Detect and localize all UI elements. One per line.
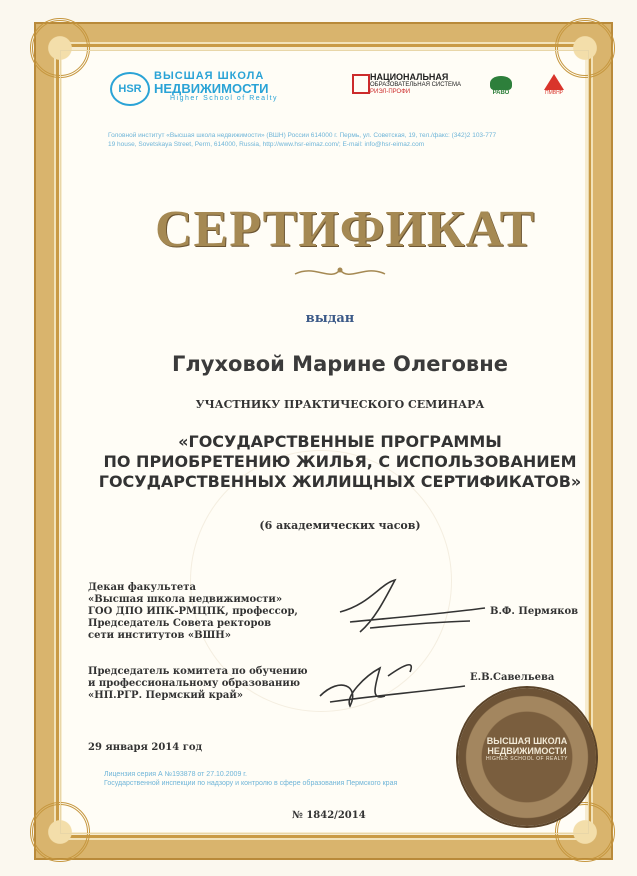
recipient-name: Глуховой Марине Олеговне bbox=[172, 352, 508, 376]
frame-corner-ornament bbox=[555, 18, 615, 78]
program-line: ПО ПРИОБРЕТЕНИЮ ЖИЛЬЯ, С ИСПОЛЬЗОВАНИЕМ bbox=[103, 452, 577, 471]
seal-line: НЕДВИЖИМОСТИ bbox=[487, 746, 567, 756]
chair-line: Председатель комитета по обучению bbox=[88, 666, 308, 677]
license-line: Государственной инспекции по надзору и контролю в сфере образования Пермского края bbox=[104, 780, 398, 787]
chair-name: Е.В.Савельева bbox=[470, 672, 555, 683]
nos-logo-line2: ОБРАЗОВАТЕЛЬНАЯ СИСТЕМА bbox=[370, 82, 462, 88]
frame-corner-ornament bbox=[30, 18, 90, 78]
official-seal bbox=[458, 688, 596, 826]
rabo-logo bbox=[486, 76, 516, 100]
triangle-logo-text: ПМВНР bbox=[544, 90, 564, 96]
program-line: «ГОСУДАРСТВЕННЫЕ ПРОГРАММЫ bbox=[178, 432, 502, 451]
dean-signature bbox=[300, 574, 490, 636]
dean-line: Председатель Совета ректоров bbox=[88, 618, 272, 629]
hsr-logo-line3: Higher School of Realty bbox=[170, 95, 279, 102]
institute-address bbox=[108, 131, 578, 149]
program-line: ГОСУДАРСТВЕННЫХ ЖИЛИЩНЫХ СЕРТИФИКАТОВ» bbox=[98, 472, 582, 491]
nos-mark-icon bbox=[352, 74, 370, 94]
nos-logo-line1: НАЦИОНАЛЬНАЯ bbox=[370, 72, 449, 82]
wings-icon bbox=[490, 76, 512, 90]
seal-line: HIGHER SCHOOL OF REALTY bbox=[485, 756, 569, 762]
certificate-number: № 1842/2014 bbox=[292, 810, 366, 821]
flourish-ornament-icon bbox=[290, 262, 390, 282]
dean-name: В.Ф. Пермяков bbox=[490, 606, 579, 617]
dean-line: ГОО ДПО ИПК-РМЦПК, профессор, bbox=[88, 606, 298, 617]
chair-line: «НП.РГР. Пермский край» bbox=[88, 690, 243, 701]
triangle-logo bbox=[544, 74, 564, 98]
rabo-logo-text: РАВО bbox=[492, 90, 510, 96]
hsr-badge-icon: HSR bbox=[110, 72, 150, 106]
address-line: 19 house, Sovetskaya Street, Perm, 614000, Russia, http://www.hsr-eimaz.com/; E-mail: info@hsr-eimaz.com bbox=[108, 141, 425, 148]
chair-title-block bbox=[88, 666, 308, 702]
dean-line: сети институтов «ВШН» bbox=[88, 630, 231, 641]
address-line: Головной институт «Высшая школа недвижимости» (ВШН) России 614000 г. Пермь, ул. Советская, 19, тел./факс: (342)2 103-777 bbox=[108, 132, 497, 139]
program-title bbox=[90, 432, 590, 492]
dean-line: Декан факультета bbox=[88, 582, 196, 593]
chair-line: и профессиональному образованию bbox=[88, 678, 301, 689]
chair-signature bbox=[310, 656, 470, 714]
license-info bbox=[104, 770, 464, 788]
nos-logo-line3: РИЭЛ-ПРОФИ bbox=[370, 89, 411, 95]
participant-label: УЧАСТНИКУ ПРАКТИЧЕСКОГО СЕМИНАРА bbox=[195, 398, 485, 411]
dean-line: «Высшая школа недвижимости» bbox=[88, 594, 283, 605]
issue-date: 29 января 2014 год bbox=[88, 742, 203, 753]
license-line: Лицензия серия А №193878 от 27.10.2009 г. bbox=[104, 771, 247, 778]
dean-title-block bbox=[88, 582, 308, 642]
nos-logo bbox=[352, 72, 462, 96]
frame-corner-ornament bbox=[30, 802, 90, 862]
hsr-logo-line2: НЕДВИЖИМОСТИ bbox=[154, 81, 269, 96]
issued-label: выдан bbox=[305, 311, 355, 326]
hsr-logo bbox=[110, 70, 290, 104]
seal-line: ВЫСШАЯ ШКОЛА bbox=[486, 736, 568, 746]
hsr-logo-line1: ВЫСШАЯ ШКОЛА bbox=[154, 70, 265, 82]
hours-label: (6 академических часов) bbox=[259, 519, 421, 532]
triangle-icon bbox=[544, 74, 564, 90]
certificate-title: СЕРТИФИКАТ bbox=[155, 201, 536, 258]
